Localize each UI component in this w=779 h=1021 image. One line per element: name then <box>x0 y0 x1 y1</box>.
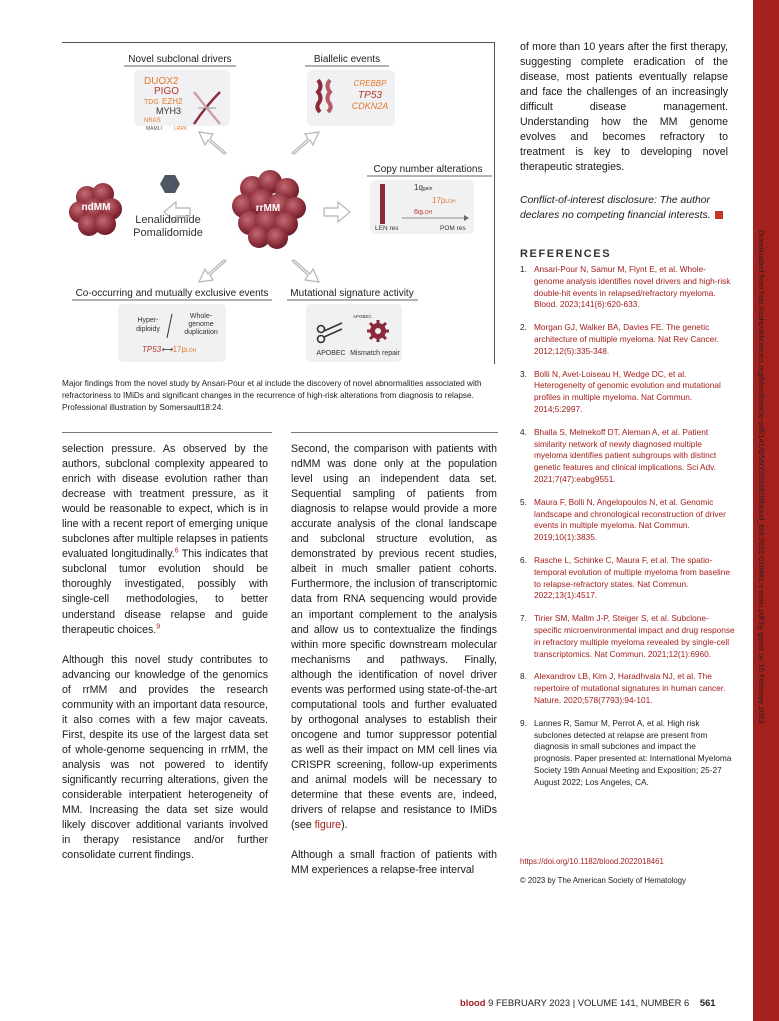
col1-paragraph-2: Although this novel study contributes to advancing our knowledge of the genomics of rrMM and provides the research community with an important data resource, it also comes with a few major caveats. First, despite its use of the largest data set of whole-genome sequencing in rrMM, the analysis was not powered to identify significantly recurring alterations, given the considerable interpatient heterogeneity of MM. Increasing the data set size would likely discover additional variants involved in therapy resistance and/or further consolidate current findings. <box>62 653 268 862</box>
reference-item[interactable]: 8. Alexandrov LB, Kim J, Haradhvala NJ, et al. The repertoire of mutational signatures in human cancer. Nature. 2020;578(7793):94-101. <box>520 671 726 705</box>
column-2 <box>291 442 497 893</box>
rule-col1 <box>62 432 272 433</box>
column-3 <box>520 40 728 190</box>
gene-myh3: MYH3 <box>156 106 182 116</box>
rrmm-label: rrMM <box>255 203 281 214</box>
gene-tdg: TDG <box>144 99 159 106</box>
rule-col2 <box>291 432 498 433</box>
gene-lrrk: LRRK <box>174 126 188 132</box>
reference-item[interactable]: 4. Bhalla S, Melnekoff DT, Aleman A, et al. Patient similarity network of newly diagnosed multiple myeloma identifies patient subgroups with distinct genetic features and clinical implications. Sci Adv. 2021;7(47):eabg9551. <box>520 426 717 484</box>
drug-lenalidomide: Lenalidomide <box>135 214 201 226</box>
end-mark-icon <box>715 211 723 219</box>
col1-paragraph-1: selection pressure. As observed by the authors, subclonal complexity appeared to enrich with disease evolution rather than decrease with treatment pressure, as it would be reasonable to expect, which is in line with a recent report of emerging unique subclones after multiple relapses in patients evaluated longitudinally.$^6$ This indicates that subclonal tumor evolution should be thoroughly investigated, possibly with single-cell methodologies, to better understand disease relapse and guide therapeutic choices.$^9$ <box>62 443 269 636</box>
citation-9[interactable]: 9 <box>156 623 161 631</box>
gene-crebbp: CREBBP <box>353 79 387 88</box>
cna-gain: 1qgain <box>414 183 433 192</box>
references-list <box>520 264 735 799</box>
svg-text:duplication: duplication <box>184 329 218 336</box>
label-novel-subclonal: Novel subclonal drivers <box>128 54 232 65</box>
label-biallelic: Biallelic events <box>313 54 381 65</box>
co-tp53: TP53⟷17pLOH <box>142 345 197 354</box>
label-co-occurring: Co-occurring and mutually exclusive events <box>75 288 269 299</box>
doi-link[interactable]: https://doi.org/10.1182/blood.2022018461 <box>520 857 664 866</box>
column-1 <box>62 442 268 878</box>
reference-item[interactable]: 5. Maura F, Bolli N, Angelopoulos N, et al. Genomic landscape and chronological reconstruction of driver events in multiple myeloma. Nat Commun. 2019;10(1):3835. <box>520 496 726 543</box>
gene-nras: NRAS <box>144 118 161 124</box>
reference-item[interactable]: 7. Tirier SM, Mallm J-P, Steiger S, et al. Subclone-specific microenvironmental impact and drug response in refractory multiple myeloma revealed by single-cell transcriptomics. Nat Commun. 2021;12(1):6960. <box>520 613 735 659</box>
cna-6q: 6qLOH <box>414 209 433 216</box>
drug-hexagon-icon <box>160 175 180 193</box>
col3-paragraph-1: of more than 10 years after the first therapy, suggesting complete eradication of the disease, most patients eventually relapse and face the challenges of an increasingly difficult disease management. Understanding how the MM genome evolves and becomes refractory to treatment is key to developing novel therapeutic strategies. <box>520 41 728 174</box>
mut-mismatch: Mismatch repair <box>350 350 400 357</box>
figure-link[interactable]: figure <box>314 819 342 832</box>
mut-apobec: APOBEC <box>316 350 346 357</box>
page-footer <box>460 997 716 1008</box>
gene-tp53: TP53 <box>358 90 382 101</box>
label-copy-number: Copy number alterations <box>373 164 483 175</box>
reference-item[interactable]: 6. Rasche L, Schinke C, Maura F, et al. The spatio-temporal evolution of multiple myeloma from baseline to relapse-refractory states. Nat Commun. 2022;13(1):4517. <box>520 554 730 601</box>
gene-cdkn2a: CDKN2A <box>351 101 389 111</box>
cna-pom: POM res <box>440 225 466 232</box>
reference-item[interactable]: 2. Morgan GJ, Walker BA, Davies FE. The genetic architecture of multiple myeloma. Nat Rev Cancer. 2012;12(5):335-348. <box>520 322 719 356</box>
figure-illustration <box>62 42 499 365</box>
svg-text:genome: genome <box>188 321 214 328</box>
svg-text:APOBEC: APOBEC <box>353 314 372 319</box>
figure-caption: Major findings from the novel study by Ansari-Pour et al include the discovery of novel abnormalities associated with refractoriness to IMiDs and significant changes in the recurrence of high-risk alterations from diagnosis to relapse. Professional illustration by Somersault18:24. <box>62 379 482 412</box>
page-number: 561 <box>699 997 716 1008</box>
gear-icon <box>367 320 389 342</box>
reference-item[interactable]: 1. Ansari-Pour N, Samur M, Flynt E, et al. Whole-genome analysis identifies novel drivers and high-risk double-hit events in relapsed/refractory myeloma. Blood. 2023;141(6):620-633. <box>520 264 731 310</box>
copyright: © 2023 by The American Society of Hematology <box>520 876 686 885</box>
svg-text:Whole-: Whole- <box>189 313 213 320</box>
references-heading: REFERENCES <box>520 248 612 260</box>
col2-paragraph-2: Although a small fraction of patients with MM experiences a relapse-free interval <box>291 849 497 877</box>
drug-pomalidomide: Pomalidomide <box>133 227 203 239</box>
svg-text:Hyper-: Hyper- <box>137 317 159 324</box>
gene-maml: MAMLI <box>146 126 162 132</box>
gene-duox2: DUOX2 <box>144 76 179 87</box>
journal-logo: blood <box>460 997 486 1008</box>
gene-ezh2: EZH2 <box>162 97 183 106</box>
reference-item[interactable]: 3. Bolli N, Avet-Loiseau H, Wedge DC, et al. Heterogeneity of genomic evolution and mutational profiles in multiple myeloma. Nat Commun. 2014;5:2997. <box>520 368 721 414</box>
cna-len: LEN res <box>375 225 399 232</box>
conflict-disclosure: Conflict-of-interest disclosure: The author declares no competing financial interests. <box>520 194 738 223</box>
label-mutational-signature: Mutational signature activity <box>290 288 414 299</box>
citation-6[interactable]: 6 <box>174 547 179 555</box>
issue-info: 9 FEBRUARY 2023 | VOLUME 141, NUMBER 6 <box>488 997 690 1008</box>
col2-paragraph-1: Second, the comparison with patients with ndMM was done only at the population level using an independent data set. Sequential sampling of patients from diagnosis to relapse would provide a more accurate analysis of the clonal landscape and subclonal structure evolution, as demonstrated by previous recent studies, albeit in much smaller patient cohorts. Furthermore, the inclusion of transcriptomic data from RNA sequencing would provide an important complement to the analysis and allow us to contextualize the findings within more specific downstream molecular mechanisms and pathways. Finally, although the identification of novel driver events was performed using state-of-the-art computational tools and further evaluated by orthogonal analyses to establish their oncogene and tumor suppressor potential as well as their impact on MM cell lines via CRISPR screening, follow-up experiments and animal models will be necessary to determine that these events are, indeed, drivers of relapse and resistance to IMiDs (see figure). <box>291 443 497 832</box>
reference-item: 9. Lannes R, Samur M, Perrot A, et al. High risk subclones detected at relapse are present from diagnosis in small subclones and impact the prognosis. Paper presented at: International Myeloma Society 19th Annual Meeting and Exposition; 25-27 August 2022; Los Angeles, CA. <box>520 717 732 787</box>
download-note: Downloaded from http://ashpublications.org/blood/article-pdf/141/6/560/2033828/blood_bld-2022-018461-c-main.pdf by guest on 15 February 2023 <box>757 230 766 724</box>
ndmm-label: ndMM <box>81 202 111 213</box>
gene-pigo: PIGO <box>154 86 180 97</box>
svg-text:diploidy: diploidy <box>136 326 160 333</box>
cna-17p: 17pLOH <box>432 196 456 205</box>
